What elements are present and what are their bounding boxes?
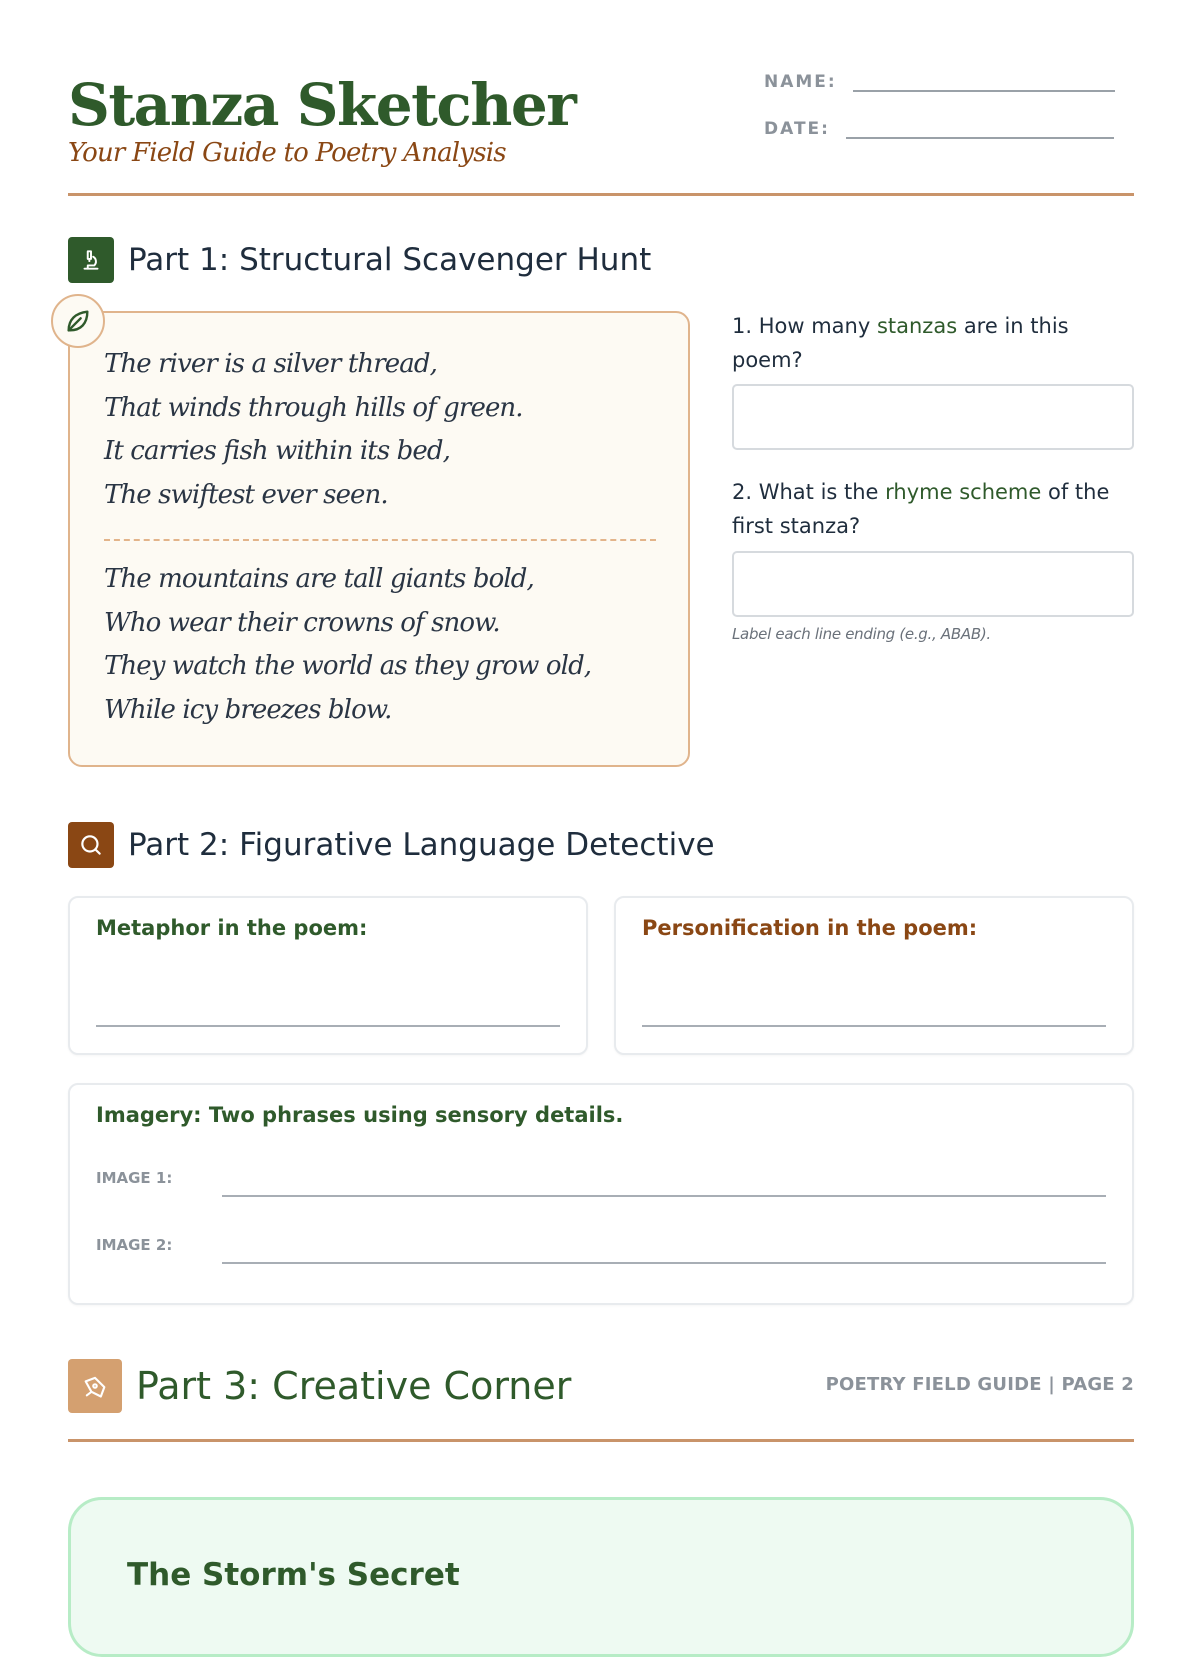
image-1-answer-line[interactable] bbox=[222, 1195, 1106, 1197]
poem-line: The river is a silver thread, bbox=[104, 349, 437, 379]
poem-line: They watch the world as they grow old, bbox=[104, 651, 592, 681]
part3-divider bbox=[68, 1439, 1134, 1442]
poem-line: While icy breezes blow. bbox=[104, 694, 392, 725]
personification-label: Personification in the poem: bbox=[642, 916, 978, 940]
name-input-line[interactable] bbox=[853, 89, 1115, 92]
part2-title: Part 2: Figurative Language Detective bbox=[128, 827, 715, 863]
name-label: NAME: bbox=[764, 72, 837, 92]
question-2-text-end: of the first stanza? bbox=[732, 480, 1110, 538]
personification-answer-line[interactable] bbox=[642, 1025, 1106, 1027]
question-2-answer-box[interactable] bbox=[732, 551, 1134, 617]
stanza-divider bbox=[104, 539, 656, 541]
question-1-answer-box[interactable] bbox=[732, 384, 1134, 450]
worksheet-subtitle: Your Field Guide to Poetry Analysis bbox=[68, 138, 506, 168]
part1-heading bbox=[68, 237, 651, 283]
creative-card bbox=[68, 1497, 1134, 1657]
date-field-row bbox=[764, 119, 1114, 139]
question-1-text-end: are in this poem? bbox=[732, 314, 1069, 372]
microscope-icon bbox=[68, 237, 114, 283]
image-2-label: IMAGE 2: bbox=[96, 1236, 173, 1254]
stanza-1 bbox=[104, 343, 523, 517]
poem-line: The swiftest ever seen. bbox=[104, 479, 388, 510]
page-footer-tag: POETRY FIELD GUIDE | PAGE 2 bbox=[825, 1374, 1134, 1395]
part2-heading bbox=[68, 822, 715, 868]
part3-heading bbox=[68, 1359, 571, 1413]
pen-icon bbox=[68, 1359, 122, 1413]
question-2-text: 2. What is the bbox=[732, 480, 886, 504]
header-divider bbox=[68, 193, 1134, 196]
part3-title: Part 3: Creative Corner bbox=[136, 1364, 572, 1408]
date-input-line[interactable] bbox=[846, 136, 1114, 139]
imagery-card bbox=[68, 1083, 1134, 1305]
question-1-text: 1. How many bbox=[732, 314, 877, 338]
question-2-keyword: rhyme scheme bbox=[885, 480, 1042, 504]
question-2-hint: Label each line ending (e.g., ABAB). bbox=[732, 625, 991, 643]
metaphor-answer-line[interactable] bbox=[96, 1025, 560, 1027]
image-2-answer-line[interactable] bbox=[222, 1262, 1106, 1264]
question-1 bbox=[732, 309, 1134, 377]
question-1-keyword: stanzas bbox=[876, 314, 958, 338]
question-2 bbox=[732, 475, 1134, 543]
date-label: DATE: bbox=[764, 119, 830, 139]
creative-card-title: The Storm's Secret bbox=[127, 1557, 460, 1593]
poem-box bbox=[68, 311, 690, 767]
personification-card bbox=[614, 896, 1134, 1055]
name-field-row bbox=[764, 72, 1115, 92]
worksheet-title: Stanza Sketcher bbox=[68, 71, 576, 139]
magnifier-icon bbox=[68, 822, 114, 868]
image-1-label: IMAGE 1: bbox=[96, 1169, 173, 1187]
part1-title: Part 1: Structural Scavenger Hunt bbox=[128, 242, 652, 278]
poem-line: That winds through hills of green. bbox=[104, 392, 523, 423]
poem-line: It carries fish within its bed, bbox=[104, 436, 451, 466]
metaphor-label: Metaphor in the poem: bbox=[96, 916, 368, 940]
stanza-2 bbox=[104, 558, 591, 732]
metaphor-card bbox=[68, 896, 588, 1055]
poem-line: Who wear their crowns of snow. bbox=[104, 607, 500, 638]
leaf-icon bbox=[51, 294, 105, 348]
imagery-label: Imagery: Two phrases using sensory details. bbox=[96, 1103, 624, 1127]
poem-line: The mountains are tall giants bold, bbox=[104, 564, 534, 594]
